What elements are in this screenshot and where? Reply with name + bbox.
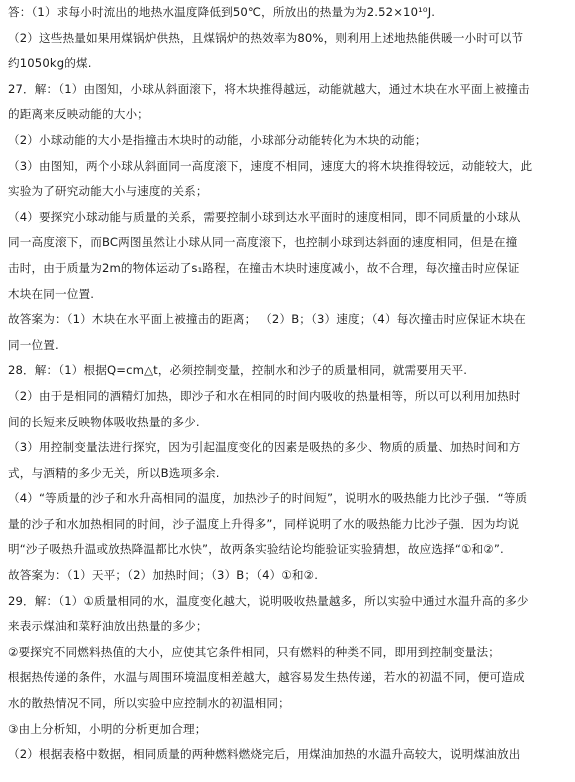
text-line: 同一位置. xyxy=(8,337,59,352)
text-line: 击时，由于质量为2m的物体运动了s₁路程，在撞击木块时速度减小，故不合理，每次撞击时应保证 xyxy=(8,260,520,275)
text-line: （4）要探究小球动能与质量的关系，需要控制小球到达水平面时的速度相同，即不同质量的小球从 xyxy=(8,209,521,224)
text-line: 实验为了研究动能大小与速度的关系； xyxy=(8,184,208,199)
text-line: 的距离来反映动能的大小； xyxy=(8,107,149,122)
text-line: 故答案为：（1）天平；（2）加热时间；（3）B；（4）①和②. xyxy=(8,568,319,583)
text-line: （2）根据表格中数据，相同质量的两种燃料燃烧完后，用煤油加热的水温升高较大，说明煤油放出 xyxy=(8,747,521,762)
text-line: ③由上分析知，小明的分析更加合理； xyxy=(8,721,207,736)
text-line: 约1050kg的煤. xyxy=(8,56,92,71)
text-line: 间的长短来反映物体吸收热量的多少. xyxy=(8,414,200,429)
text-line: （2）小球动能的大小是指撞击木块时的动能，小球部分动能转化为木块的动能； xyxy=(8,132,427,147)
text-line: （4）“等质量的沙子和水升高相同的温度，加热沙子的时间短”，说明水的吸热能力比沙子强．“等质 xyxy=(8,491,528,506)
text-line: 式，与酒精的多少无关，所以B选项多余. xyxy=(8,465,220,480)
text-line: ②要探究不同燃料热值的大小，应使其它条件相同，只有燃料的种类不同，即用到控制变量法； xyxy=(8,644,501,659)
text-line: 根据热传递的条件，水温与周围环境温度相差越大，越容易发生热传递，若水的初温不同，便可造成 xyxy=(8,670,525,685)
text-line: 同一高度滚下，而BC两图虽然让小球从同一高度滚下，也控制小球到达斜面的速度相同，但是在撞 xyxy=(8,235,518,250)
text-line: （2）这些热量如果用煤锅炉供热，且煤锅炉的热效率为80%，则利用上述地热能供暖一小时可以节 xyxy=(8,30,524,45)
text-line: 27．解：（1）由图知，小球从斜面滚下，将木块推得越远，动能就越大，通过木块在水平面上被撞击 xyxy=(8,81,530,96)
text-line: （3）用控制变量法进行探究，因为引起温度变化的因素是吸热的多少、物质的质量、加热时间和方 xyxy=(8,440,521,455)
text-line: 量的沙子和水加热相同的时间，沙子温度上升得多”，同样说明了水的吸热能力比沙子强．因为均说 xyxy=(8,516,520,531)
text-line: 答：（1）求每小时流出的地热水温度降低到50℃，所放出的热量为为2.52×10¹⁰J. xyxy=(8,5,436,19)
text-line: 水的散热情况不同，所以实验中应控制水的初温相同； xyxy=(8,696,290,711)
text-line: 29．解：（1）①质量相同的水，温度变化越大，说明吸收热量越多，所以实验中通过水温升高的多少 xyxy=(8,593,529,608)
text-line: 木块在同一位置. xyxy=(8,286,95,301)
text-line: （3）由图知，两个小球从斜面同一高度滚下，速度不相同，速度大的将木块推得较远，动能较大，此 xyxy=(8,158,533,173)
text-line: 明“沙子吸热升温或放热降温都比水快”，故两条实验结论均能验证实验猜想，故应选择“①和②”. xyxy=(8,542,504,557)
text-line: 28．解：（1）根据Q=cm△t，必须控制变量，控制水和沙子的质量相同，就需要用天平. xyxy=(8,363,468,378)
text-line: 故答案为：（1）木块在水平面上被撞击的距离； （2）B；（3）速度；（4）每次撞击时应保证木块在 xyxy=(8,312,526,327)
text-line: （2）由于是相同的酒精灯加热，即沙子和水在相同的时间内吸收的热量相等，所以可以利用加热时 xyxy=(8,388,521,403)
text-line: 来表示煤油和菜籽油放出热量的多少； xyxy=(8,619,208,634)
